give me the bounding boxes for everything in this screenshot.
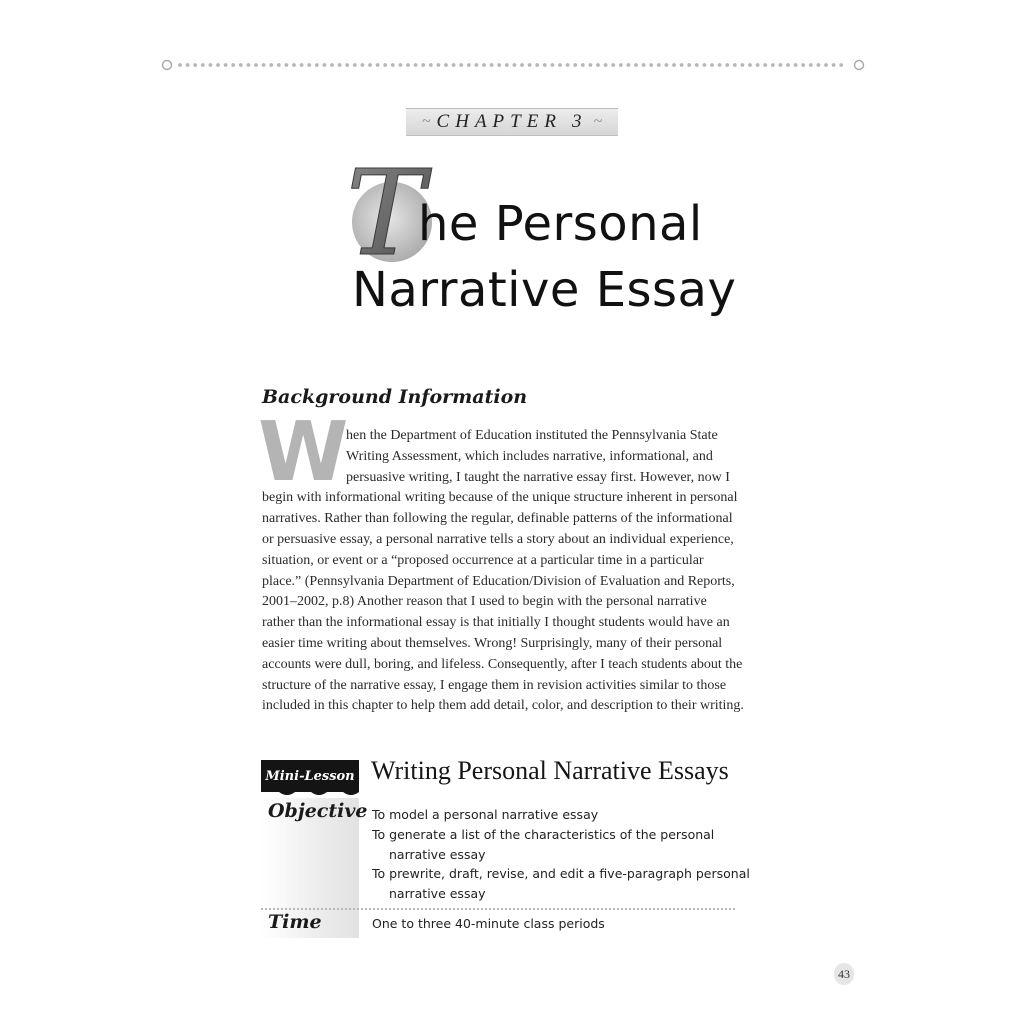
rule-dot xyxy=(839,63,843,67)
rule-dot xyxy=(452,63,456,67)
rule-dot xyxy=(231,63,235,67)
rule-dot xyxy=(315,63,319,67)
paragraph-line: included in this chapter to help them add detail, color, and description to their writing. xyxy=(262,698,744,714)
background-heading: Background Information xyxy=(262,386,528,408)
objective-line: To generate a list of the characteristics of the personal xyxy=(372,826,715,842)
paragraph-line: rather than the informational essay is that initially I thought students would have an xyxy=(262,615,730,631)
rule-dot xyxy=(269,63,273,67)
paragraph-line: hen the Department of Education instituted the Pennsylvania State xyxy=(346,428,718,443)
rule-dot xyxy=(247,63,251,67)
title-line-2: Narrative Essay xyxy=(352,262,737,318)
rule-dot xyxy=(566,63,570,67)
rule-dot xyxy=(627,63,631,67)
objective-line: To prewrite, draft, revise, and edit a five-paragraph personal xyxy=(372,866,750,882)
rule-dot xyxy=(832,63,836,67)
rule-dot xyxy=(239,63,243,67)
rule-dot xyxy=(535,63,539,67)
rule-dot xyxy=(254,63,258,67)
paragraph-line: structure of the narrative essay, I engage them in revision activities similar to those xyxy=(262,677,727,693)
rule-dot xyxy=(193,63,197,67)
rule-dot xyxy=(330,63,334,67)
rule-dot xyxy=(573,63,577,67)
rule-dot xyxy=(710,63,714,67)
time-text: One to three 40-minute class periods xyxy=(372,916,605,931)
rule-dot xyxy=(581,63,585,67)
objective-label: Objective xyxy=(268,800,368,822)
rule-dot xyxy=(665,63,669,67)
paragraph-line: place.” (Pennsylvania Department of Education/Division of Evaluation and Reports, xyxy=(262,573,735,589)
rule-dot xyxy=(292,63,296,67)
rule-dot xyxy=(353,63,357,67)
paragraph-line: situation, or event or a “proposed occurrence at a particular time in a particular xyxy=(262,552,704,568)
rule-dot xyxy=(383,63,387,67)
chapter-label: CHAPTER xyxy=(436,111,562,132)
mini-lesson-title: Writing Personal Narrative Essays xyxy=(371,756,729,785)
rule-dot xyxy=(649,63,653,67)
rule-dot xyxy=(718,63,722,67)
rule-dot xyxy=(703,63,707,67)
rule-dot xyxy=(224,63,228,67)
rule-dot xyxy=(444,63,448,67)
rule-dot xyxy=(611,63,615,67)
rule-dot xyxy=(323,63,327,67)
chapter-badge xyxy=(406,108,618,136)
rule-dot xyxy=(178,63,182,67)
rule-dot xyxy=(642,63,646,67)
rule-dot xyxy=(497,63,501,67)
mini-lesson-badge-wave xyxy=(261,788,359,798)
rule-dot xyxy=(725,63,729,67)
objective-list xyxy=(372,805,752,904)
rule-dot xyxy=(361,63,365,67)
rule-dot xyxy=(801,63,805,67)
objective-line: narrative essay xyxy=(389,846,486,862)
page-number: 43 xyxy=(834,963,854,985)
paragraph-line: accounts were dull, boring, and lifeless. Consequently, after I teach students about the xyxy=(262,656,743,672)
paragraph-line: easier time writing about themselves. Wrong! Surprisingly, many of their personal xyxy=(262,635,723,651)
rule-dot xyxy=(421,63,425,67)
title-line-1: he Personal xyxy=(418,196,703,252)
rule-dot xyxy=(589,63,593,67)
rule-dot xyxy=(779,63,783,67)
rule-dot xyxy=(186,63,190,67)
paragraph-line: begin with informational writing because of the unique structure inherent in personal xyxy=(262,490,738,506)
paragraph-line: or persuasive essay, a personal narrative tells a story about an individual experience, xyxy=(262,531,734,547)
rule-dot xyxy=(406,63,410,67)
rule-dot xyxy=(695,63,699,67)
rule-dot xyxy=(368,63,372,67)
rule-dot xyxy=(399,63,403,67)
section-divider xyxy=(261,908,735,910)
rule-dot xyxy=(817,63,821,67)
rule-dot xyxy=(771,63,775,67)
rule-dot xyxy=(748,63,752,67)
objective-line: narrative essay xyxy=(389,886,486,902)
rule-dot xyxy=(657,63,661,67)
rule-dot xyxy=(513,63,517,67)
rule-dot xyxy=(201,63,205,67)
rule-dot xyxy=(786,63,790,67)
rule-dot xyxy=(414,63,418,67)
rule-dot xyxy=(733,63,737,67)
rule-dot xyxy=(307,63,311,67)
rule-dot xyxy=(216,63,220,67)
rule-dot xyxy=(482,63,486,67)
paragraph-line: persuasive writing, I taught the narrative essay first. However, now I xyxy=(346,469,730,485)
rule-dot xyxy=(558,63,562,67)
rule-dot xyxy=(619,63,623,67)
rule-dot xyxy=(490,63,494,67)
paragraph-line: narratives. Rather than following the regular, definable patterns of the informational xyxy=(262,511,733,527)
rule-dot xyxy=(680,63,684,67)
rule-dot xyxy=(459,63,463,67)
rule-dot xyxy=(391,63,395,67)
rule-dot xyxy=(604,63,608,67)
rule-dot xyxy=(277,63,281,67)
swirl-ornament-left: ~ xyxy=(421,113,431,130)
rule-dot xyxy=(741,63,745,67)
rule-dot xyxy=(763,63,767,67)
rule-dot xyxy=(437,63,441,67)
rule-dot xyxy=(528,63,532,67)
chapter-number: 3 xyxy=(571,111,588,132)
objective-line: To model a personal narrative essay xyxy=(372,807,599,822)
background-paragraph xyxy=(262,426,772,717)
time-label: Time xyxy=(268,911,322,933)
paragraph-line: Writing Assessment, which includes narrative, informational, and xyxy=(346,448,713,464)
rule-dot xyxy=(543,63,547,67)
rule-dot xyxy=(520,63,524,67)
rule-dot xyxy=(429,63,433,67)
paragraph-drop-cap: W xyxy=(258,405,349,500)
paragraph-line: 2001–2002, p.8) Another reason that I used to begin with the personal narrative xyxy=(262,594,707,610)
rule-dot xyxy=(596,63,600,67)
rule-dot xyxy=(634,63,638,67)
rule-dot xyxy=(475,63,479,67)
rule-dot xyxy=(209,63,213,67)
rule-dot xyxy=(794,63,798,67)
rule-dot xyxy=(505,63,509,67)
rule-dot xyxy=(672,63,676,67)
rule-dot xyxy=(551,63,555,67)
rule-dot xyxy=(338,63,342,67)
rule-dot xyxy=(756,63,760,67)
rule-dot xyxy=(467,63,471,67)
rule-dot xyxy=(300,63,304,67)
rule-dot xyxy=(262,63,266,67)
rule-dot xyxy=(824,63,828,67)
rule-dot xyxy=(285,63,289,67)
top-dotted-rule xyxy=(160,58,866,72)
swirl-ornament-right: ~ xyxy=(593,113,603,130)
rule-dot xyxy=(687,63,691,67)
title-drop-cap-letter: T xyxy=(346,150,425,270)
rule-dot xyxy=(809,63,813,67)
mini-lesson-badge: Mini-Lesson xyxy=(261,760,359,792)
rule-dot xyxy=(376,63,380,67)
rule-dot xyxy=(345,63,349,67)
